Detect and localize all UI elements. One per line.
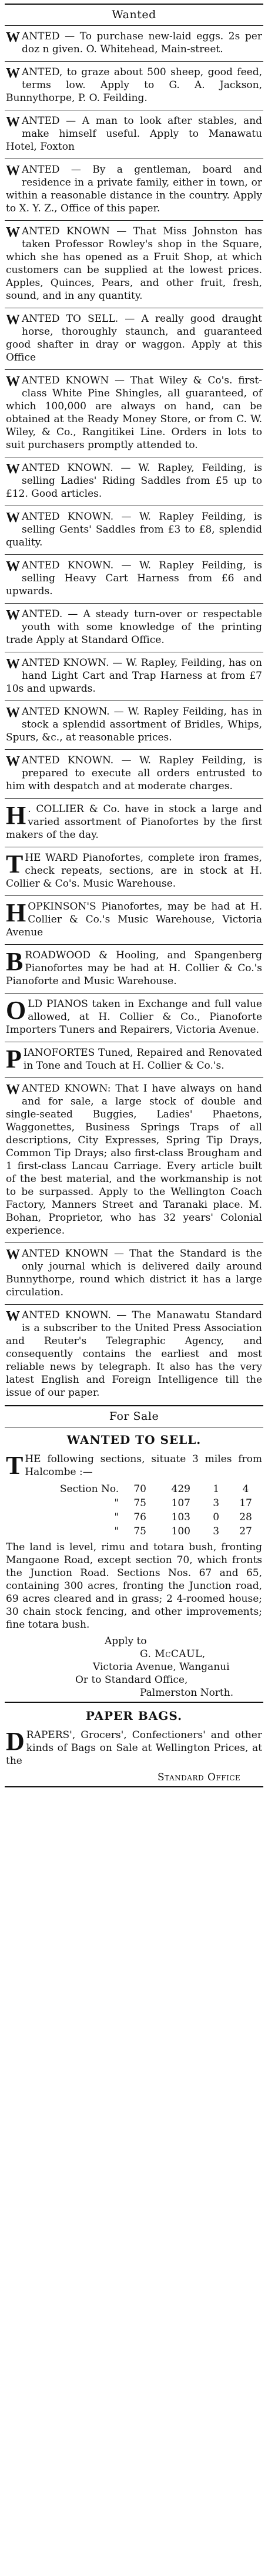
section-label-cell: Section No.	[59, 1483, 119, 1495]
section-p-cell: 27	[239, 1526, 252, 1537]
newspaper-column	[5, 0, 263, 1787]
divider	[5, 61, 263, 62]
divider	[5, 1405, 263, 1406]
divider	[5, 798, 263, 799]
classified-ad	[5, 372, 263, 455]
divider	[5, 1242, 263, 1243]
section-num-cell: 70	[133, 1483, 146, 1495]
ad-text: ANTED KNOWN. — The Manawatu Standard is a subscriber to the United Press Association and Reuter's Telegraphic Agency, and consequently contains the earliest and most reliable news by telegraph. It also has the very latest English and Foreign Intelligence till the issue of our paper.	[6, 1309, 262, 1399]
drop-cap: W	[6, 374, 20, 389]
ad-text: ANTED KNOWN. — W. Rapley Feilding, is prepared to execute all orders entrusted to him with despatch and at moderate charges.	[6, 755, 262, 792]
ad-text: ANTED KNOWN — That Miss Johnston has taken Professor Rowley's shop in the Square, which she has opened as a Fruit Shop, at which customers can be supplied at the lowest prices. Apples, Quinces, Pears, and other fruit, fresh, sound, and in any quantity.	[6, 225, 262, 302]
classified-ad	[5, 310, 263, 368]
classified-ad	[5, 28, 263, 59]
ad-text: . COLLIER & Co. have in stock a large and varied assortment of Pianofortes by the first makers of the day.	[6, 803, 262, 841]
classified-ad	[5, 703, 263, 747]
wanted-to-sell-body: The land is level, rimu and totara bush, fronting Mangaone Road, except section 70, which fronts the Junction Road. Sections Nos. 67 and 65, containing 300 acres, fronting the Junction road, 69 acres cleared and in grass; 2 4-roomed house; 30 chain stock fencing, and other improvements; fine totara bush.	[6, 1541, 262, 1631]
classified-ad	[5, 849, 263, 894]
wanted-ads-list	[5, 28, 263, 1403]
drop-cap: P	[6, 1045, 22, 1073]
classified-ad	[5, 508, 263, 553]
ad-text: ANTED — A man to look after stables, and make himself useful. Apply to Manawatu Hotel, Foxton	[6, 115, 262, 153]
divider	[5, 1077, 263, 1078]
ad-text: ANTED KNOWN: That I have always on hand and for sale, a large stock of double and single-seated Buggies, Ladies' Phaetons, Waggonettes, Business Springs Traps of all descriptions, City Expresses, Spring Tip Drays, Common Tip Drays; also first-class Brougham and 1 first-class Lancau Carriage. Every article built of the best material, and the workmanship is not to be surpassed. Apply to the Wellington Coach Factory, Manners Street and Taranaki place. M. Bohan, Proprietor, who has 32 years' Colonial experience.	[6, 1083, 262, 1237]
classified-ad	[5, 1306, 263, 1403]
wanted-to-sell-title: WANTED TO SELL.	[66, 1433, 202, 1447]
table-row	[5, 1524, 263, 1538]
classified-ad	[5, 605, 263, 650]
ad-text: HE WARD Pianofortes, complete iron frames, check repeats, sections, are in stock at H. Collier & Co's. Music Warehouse.	[6, 852, 262, 890]
classified-ad	[5, 161, 263, 218]
drop-cap: W	[6, 656, 20, 672]
classified-ad	[5, 995, 263, 1040]
section-a-cell: 107	[171, 1497, 190, 1509]
divider	[5, 1702, 263, 1703]
section-r-cell: 3	[213, 1497, 220, 1509]
divider	[5, 25, 263, 26]
top-rule	[5, 4, 263, 5]
apply-to: Apply to	[105, 1635, 147, 1647]
bottom-rule	[5, 1786, 263, 1787]
divider	[5, 603, 263, 604]
ad-text: LD PIANOS taken in Exchange and full value allowed, at H. Collier & Co., Pianoforte Importers Tuners and Repairers, Victoria Avenue.	[6, 998, 262, 1036]
drop-cap: W	[6, 559, 20, 574]
classified-ad	[5, 800, 263, 845]
table-row	[5, 1496, 263, 1510]
ad-text: ANTED KNOWN — That the Standard is the only journal which is delivered daily around Bunnythorpe, round which district it has a large circulation.	[6, 1248, 262, 1298]
divider	[5, 554, 263, 555]
section-p-cell: 4	[242, 1483, 249, 1495]
section-r-cell: 1	[213, 1483, 220, 1495]
drop-cap: W	[6, 754, 20, 769]
section-r-cell: 3	[213, 1526, 220, 1537]
drop-cap: W	[6, 1309, 20, 1324]
section-r-cell: 0	[213, 1511, 220, 1523]
drop-cap: W	[6, 312, 20, 328]
ad-text: ANTED — To purchase new-laid eggs. 2s per doz n given. O. Whitehead, Main-street.	[22, 31, 262, 55]
ad-text: ANTED TO SELL. — A really good draught horse, thoroughly staunch, and guaranteed good shafter in dray or waggon. Apply at this Office	[6, 313, 262, 363]
divider	[5, 895, 263, 896]
section-a-cell: 429	[171, 1483, 190, 1495]
or-to: Or to Standard Office,	[75, 1674, 188, 1686]
sections-table	[5, 1482, 263, 1538]
drop-cap: B	[6, 947, 24, 976]
ad-text: ANTED KNOWN — That Wiley & Co's. first-class White Pine Shingles, all guaranteed, of which 100,000 are always on hand, can be obtained at the Ready Money Store, or from C. W. Wiley, & Co., Rangitikei Line. Orders in lots to suit purchasers promptly attended to.	[6, 375, 262, 451]
classified-ad	[5, 947, 263, 991]
drop-cap: W	[6, 30, 20, 45]
section-num-cell: 75	[133, 1497, 146, 1509]
divider	[5, 749, 263, 750]
classified-ad	[5, 1080, 263, 1241]
ad-text: ANTED — By a gentleman, board and residence in a private family, either in town, or within a reasonable distance in the country. Apply to X. Y. Z., Office of this paper.	[6, 164, 262, 214]
divider	[5, 944, 263, 945]
ad-text: IANOFORTES Tuned, Repaired and Renovated in Tone and Touch at H. Collier & Co.'s.	[23, 1047, 262, 1072]
for-sale-heading: For Sale	[109, 1410, 159, 1423]
ad-text: ANTED KNOWN. — W. Rapley, Feilding, is selling Ladies' Riding Saddles from £5 up to £12. Good articles.	[6, 462, 262, 500]
classified-ad	[5, 112, 263, 157]
section-a-cell: 100	[171, 1526, 190, 1537]
ad-text: ANTED KNOWN. — W. Rapley Feilding, is selling Heavy Cart Harness from £6 and upwards.	[6, 560, 262, 597]
classified-ad	[5, 63, 263, 108]
drop-cap: O	[6, 996, 26, 1025]
table-row	[5, 1510, 263, 1524]
classified-ad	[5, 557, 263, 601]
classified-ad	[5, 1044, 263, 1076]
section-label-cell: "	[114, 1526, 119, 1537]
section-num-cell: 75	[133, 1526, 146, 1537]
classified-ad	[5, 654, 263, 699]
drop-cap: W	[6, 510, 20, 526]
paper-bags-body: RAPERS', Grocers', Confectioners' and other kinds of Bags on Sale at Wellington Prices, at the	[6, 1729, 262, 1767]
wanted-to-sell-ad	[5, 1429, 263, 1699]
ad-text: ANTED KNOWN. — W. Rapley Feilding, has in stock a splendid assortment of Bridles, Whips, Spurs, &c., at reasonable prices.	[6, 706, 262, 743]
drop-cap: W	[6, 1082, 20, 1097]
drop-cap: H	[6, 898, 26, 927]
section-a-cell: 103	[171, 1511, 190, 1523]
drop-cap: T	[6, 1451, 24, 1480]
ad-text: ROADWOOD & Hooling, and Spangenberg Pianofortes may be had at H. Collier & Co.'s Pianoforte and Music Warehouse.	[6, 949, 262, 987]
drop-cap: H	[6, 801, 26, 830]
divider	[5, 993, 263, 994]
classified-ad	[5, 223, 263, 306]
ad-text: OPKINSON'S Pianofortes, may be had at H. Collier & Co.'s Music Warehouse, Victoria Avenue	[6, 901, 262, 938]
drop-cap: W	[6, 66, 20, 81]
paper-bags-text	[5, 1726, 263, 1771]
agent-address: Victoria Avenue, Wanganui	[93, 1661, 230, 1673]
drop-cap: W	[6, 705, 20, 720]
section-num-cell: 76	[133, 1511, 146, 1523]
classified-ad	[5, 459, 263, 504]
section-p-cell: 17	[239, 1497, 252, 1509]
intro-text: HE following sections, situate 3 miles from Halcombe :—	[25, 1453, 262, 1478]
drop-cap: W	[6, 163, 20, 179]
section-label-cell: "	[114, 1511, 119, 1523]
paper-bags-title: PAPER BAGS.	[85, 1709, 183, 1723]
office-address: Palmerston North.	[140, 1687, 234, 1699]
classified-ad	[5, 898, 263, 942]
drop-cap: D	[6, 1727, 25, 1756]
table-row	[5, 1482, 263, 1496]
section-label-cell: "	[114, 1497, 119, 1509]
paper-bags-ad	[5, 1705, 263, 1784]
ad-text: ANTED KNOWN. — W. Rapley Feilding, is selling Gents' Saddles from £3 to £8, splendid quality.	[6, 511, 262, 548]
drop-cap: W	[6, 462, 20, 477]
ad-text: ANTED, to graze about 500 sheep, good feed, terms low. Apply to G. A. Jackson, Bunnythorpe, P. O. Feilding.	[6, 66, 262, 104]
divider	[5, 369, 263, 370]
drop-cap: W	[6, 1247, 20, 1262]
ad-text: ANTED KNOWN. — W. Rapley, Feilding, has on hand Light Cart and Trap Harness at from £7 10s and upwards.	[6, 657, 262, 695]
drop-cap: T	[6, 850, 24, 878]
drop-cap: W	[6, 608, 20, 623]
section-p-cell: 28	[239, 1511, 252, 1523]
wanted-heading: Wanted	[112, 8, 156, 21]
drop-cap: W	[6, 225, 20, 240]
divider	[5, 220, 263, 221]
divider	[5, 1304, 263, 1305]
ad-text: ANTED. — A steady turn-over or respectable youth with some knowledge of the printing trade Apply at Standard Office.	[6, 608, 262, 646]
classified-ad	[5, 752, 263, 796]
classified-ad	[5, 1245, 263, 1302]
agent-name: G. McCAUL,	[140, 1648, 206, 1660]
drop-cap: W	[6, 115, 20, 130]
paper-bags-office: Standard Office	[158, 1772, 241, 1783]
wanted-to-sell-intro	[5, 1450, 263, 1482]
